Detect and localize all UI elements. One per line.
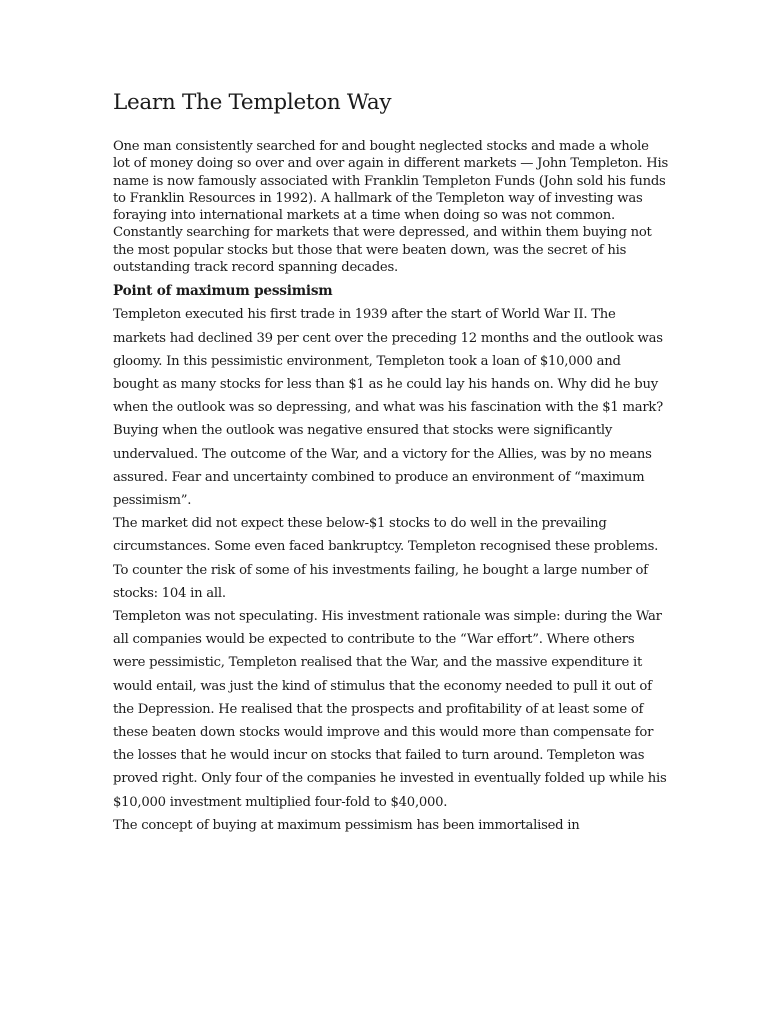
body-paragraph: Templeton executed his first trade in 1939 after the start of World War II. The markets had declined 39 per cent over the preceding 12 months and the outlook was gloomy. In this pessimistic environment, Templeton took a loan of $10,000 and bought as many stocks for less than $1 as he could lay his hands on. Why did he buy when the outlook was so depressing, and what was his fascination with the $1 mark? [113, 307, 663, 416]
section-heading: Point of maximum pessimism [113, 283, 333, 300]
body-paragraph: The market did not expect these below-$1 stocks to do well in the prevailing circumstances. Some even faced bankruptcy. Templeton recognised these problems. To counter the risk of some of his investments failing, he bought a large number of stocks: 104 in all. [113, 516, 659, 601]
intro-paragraph: One man consistently searched for and bought neglected stocks and made a whole lot of money doing so over and over again in different markets — John Templeton. His name is now famously associated with Franklin Templeton Funds (John sold his funds to Franklin Resources in 1992). A hallmark of the Templeton way of investing was foraying into international markets at a time when doing so was not common. Constantly searching for markets that were depressed, and within them buying not the most popular stocks but those that were beaten down, was the secret of his outstanding track record spanning decades. [113, 139, 668, 276]
body-paragraph: Buying when the outlook was negative ensured that stocks were significantly undervalued. The outcome of the War, and a victory for the Allies, was by no means assured. Fear and uncertainty combined to produce an environment of “maximum pessimism”. [113, 423, 652, 508]
body-paragraph: The concept of buying at maximum pessimism has been immortalised in [113, 817, 580, 833]
body-paragraph: Templeton was not speculating. His investment rationale was simple: during the War all companies would be expected to contribute to the “War effort”. Where others were pessimistic, Templeton realised that the War, and the massive expenditure it would entail, was just the kind of stimulus that the economy needed to pull it out of the Depression. He realised that the prospects and profitability of at least some of these beaten down stocks would improve and this would more than compensate for the losses that he would incur on stocks that failed to turn around. Templeton was proved right. Only four of the companies he invested in eventually folded up while his $10,000 investment multiplied four-fold to $40,000. [113, 609, 667, 810]
article-title: Learn The Templeton Way [113, 90, 392, 115]
